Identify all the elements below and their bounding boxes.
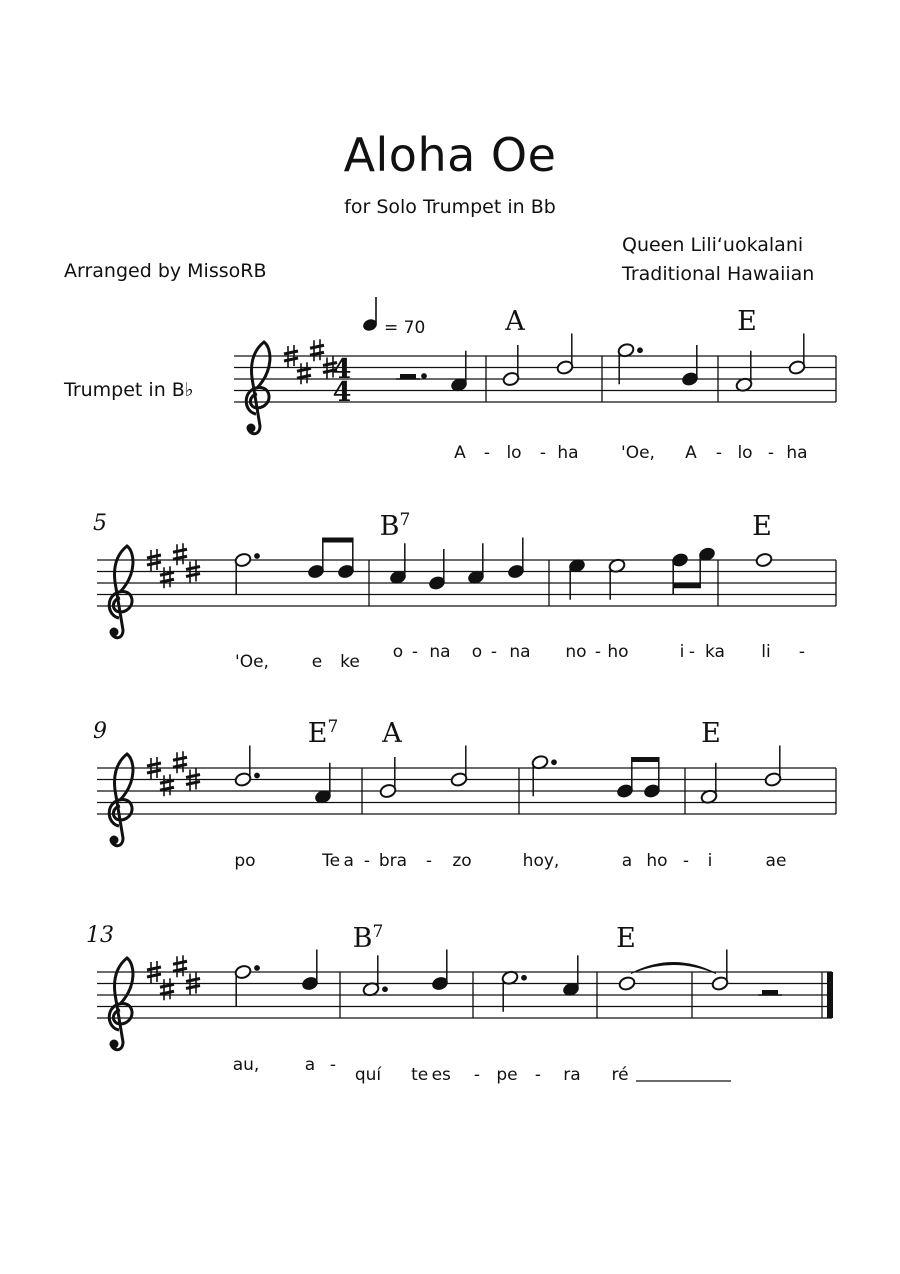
sharp-stroke bbox=[160, 991, 174, 994]
lyric-syllable: ha bbox=[557, 443, 579, 463]
lyric-syllable: A bbox=[454, 443, 466, 463]
measure-number: 5 bbox=[93, 511, 107, 536]
lyric-syllable: li bbox=[761, 642, 771, 662]
final-barline bbox=[827, 972, 833, 1018]
dot bbox=[522, 975, 527, 980]
lyric-syllable: - bbox=[490, 642, 498, 662]
sharp-stroke bbox=[186, 986, 200, 989]
lyric-syllable: i bbox=[707, 851, 713, 871]
sharp-stroke bbox=[147, 967, 161, 970]
chord-extension: 7 bbox=[399, 510, 411, 530]
arranger-credit: Arranged by MissoRB bbox=[64, 260, 267, 282]
sharp-stroke bbox=[147, 763, 161, 766]
treble-clef-icon bbox=[110, 836, 118, 844]
sharp-stroke bbox=[186, 979, 200, 982]
notehead bbox=[618, 976, 636, 992]
beam bbox=[673, 583, 700, 588]
tempo-marking: = 70 bbox=[384, 318, 426, 338]
chord-symbol: E bbox=[701, 718, 721, 749]
lyric-syllable: na bbox=[509, 642, 531, 662]
instrument-label: Trumpet in B♭ bbox=[64, 379, 194, 401]
chord-extension: 7 bbox=[372, 922, 384, 942]
chord-symbol: E bbox=[737, 306, 757, 337]
lyric-syllable: - bbox=[539, 443, 547, 463]
lyric-syllable: A bbox=[685, 443, 697, 463]
lyric-syllable: a bbox=[304, 1055, 316, 1075]
sharp-stroke bbox=[186, 775, 200, 778]
sharp-stroke bbox=[160, 984, 174, 987]
lyric-syllable: - bbox=[688, 642, 696, 662]
composer-origin: Traditional Hawaiian bbox=[622, 263, 815, 285]
sharp-stroke bbox=[147, 974, 161, 977]
sharp-stroke bbox=[186, 574, 200, 577]
sharp-stroke bbox=[173, 764, 187, 767]
half-rest bbox=[762, 990, 778, 995]
lyric-syllable: - bbox=[411, 642, 419, 662]
lyric-syllable: ho bbox=[607, 642, 629, 662]
sharp-icon bbox=[173, 955, 187, 977]
sharp-icon bbox=[173, 751, 187, 773]
measure-number: 9 bbox=[93, 719, 107, 744]
lyric-syllable: - bbox=[715, 443, 723, 463]
chord-symbol: $E^7$ bbox=[307, 717, 339, 749]
lyric-syllable: - bbox=[594, 642, 602, 662]
lyric-syllable: lo bbox=[506, 443, 522, 463]
chord-symbol: A bbox=[382, 718, 402, 749]
sharp-stroke bbox=[160, 787, 174, 790]
sharp-stroke bbox=[284, 351, 298, 354]
lyric-syllable: ha bbox=[786, 443, 808, 463]
lyric-syllable: na bbox=[429, 642, 451, 662]
beam bbox=[323, 538, 353, 543]
lyric-syllable: te es bbox=[411, 1065, 451, 1085]
lyric-syllable: o bbox=[471, 642, 483, 662]
sharp-stroke bbox=[284, 358, 298, 361]
chord-extension: 7 bbox=[327, 717, 339, 737]
lyric-syllable: i bbox=[679, 642, 685, 662]
chord-symbol: $B^7$ bbox=[379, 510, 411, 542]
lyric-syllable: o bbox=[392, 642, 404, 662]
sharp-icon bbox=[310, 339, 324, 361]
chord-symbol: E bbox=[616, 923, 636, 954]
sharp-stroke bbox=[297, 375, 311, 378]
composer-name: Queen Lili‘uokalani bbox=[622, 234, 804, 256]
sharp-stroke bbox=[310, 352, 324, 355]
lyric-syllable: 'Oe, bbox=[621, 443, 655, 463]
lyric-syllable: - bbox=[767, 443, 775, 463]
dot bbox=[422, 374, 427, 379]
lyric-syllable: e bbox=[311, 652, 323, 672]
notehead bbox=[755, 552, 773, 568]
measure-number: 13 bbox=[86, 923, 114, 948]
dot bbox=[638, 348, 643, 353]
lyric-syllable: ae bbox=[765, 851, 787, 871]
subtitle: for Solo Trumpet in Bb bbox=[344, 196, 556, 218]
sharp-icon bbox=[160, 774, 174, 796]
sharp-icon bbox=[160, 566, 174, 588]
sharp-icon bbox=[160, 978, 174, 1000]
sharp-stroke bbox=[173, 757, 187, 760]
lyric-syllable: no bbox=[565, 642, 587, 662]
sharp-stroke bbox=[186, 782, 200, 785]
sharp-stroke bbox=[186, 567, 200, 570]
half-rest bbox=[400, 374, 416, 379]
time-signature-top: 4 bbox=[332, 354, 352, 385]
lyric-syllable: - bbox=[425, 851, 433, 871]
dot bbox=[255, 773, 260, 778]
lyric-syllable: ré bbox=[611, 1065, 629, 1085]
dot bbox=[383, 987, 388, 992]
dot bbox=[552, 760, 557, 765]
treble-clef-icon bbox=[110, 1040, 118, 1048]
lyric-syllable: au, bbox=[232, 1055, 260, 1075]
lyric-syllable: ra bbox=[563, 1065, 581, 1085]
sharp-stroke bbox=[147, 555, 161, 558]
sharp-stroke bbox=[147, 562, 161, 565]
lyric-syllable: zo bbox=[452, 851, 472, 871]
sharp-icon bbox=[173, 543, 187, 565]
dot bbox=[255, 966, 260, 971]
sharp-stroke bbox=[147, 770, 161, 773]
lyric-syllable: quí bbox=[354, 1065, 382, 1085]
lyric-syllable: - bbox=[483, 443, 491, 463]
lyric-syllable: - bbox=[682, 851, 690, 871]
dot bbox=[255, 554, 260, 559]
lyric-syllable: - bbox=[363, 851, 371, 871]
treble-clef-icon bbox=[110, 628, 118, 636]
sharp-stroke bbox=[173, 961, 187, 964]
sharp-stroke bbox=[173, 549, 187, 552]
time-signature-bottom: 4 bbox=[332, 377, 352, 408]
chord-symbol: E bbox=[752, 511, 772, 542]
sharp-stroke bbox=[310, 345, 324, 348]
lyric-syllable: - bbox=[534, 1065, 542, 1085]
sharp-icon bbox=[297, 362, 311, 384]
sharp-stroke bbox=[160, 572, 174, 575]
lyric-syllable: Te a bbox=[322, 851, 354, 871]
lyric-syllable: ho bbox=[646, 851, 668, 871]
chord-symbol: A bbox=[505, 306, 525, 337]
lyric-syllable: pe bbox=[496, 1065, 518, 1085]
treble-clef-icon bbox=[247, 424, 255, 432]
beam bbox=[632, 757, 659, 762]
lyric-syllable: 'Oe, bbox=[235, 652, 269, 672]
lyric-syllable: - bbox=[798, 642, 806, 662]
lyric-syllable: - bbox=[329, 1055, 337, 1075]
lyric-syllable: ke bbox=[340, 652, 360, 672]
lyric-syllable: a bbox=[621, 851, 633, 871]
sharp-stroke bbox=[297, 368, 311, 371]
sharp-stroke bbox=[173, 556, 187, 559]
sharp-stroke bbox=[173, 968, 187, 971]
lyric-syllable: bra bbox=[378, 851, 408, 871]
lyric-syllable: lo bbox=[737, 443, 753, 463]
lyric-syllable: ka bbox=[705, 642, 725, 662]
lyric-syllable: po bbox=[234, 851, 256, 871]
lyric-syllable: hoy, bbox=[522, 851, 560, 871]
sharp-stroke bbox=[160, 579, 174, 582]
sharp-stroke bbox=[160, 780, 174, 783]
page-title: Aloha Oe bbox=[343, 128, 557, 182]
lyric-syllable: - bbox=[473, 1065, 481, 1085]
chord-symbol: $B^7$ bbox=[352, 922, 384, 954]
